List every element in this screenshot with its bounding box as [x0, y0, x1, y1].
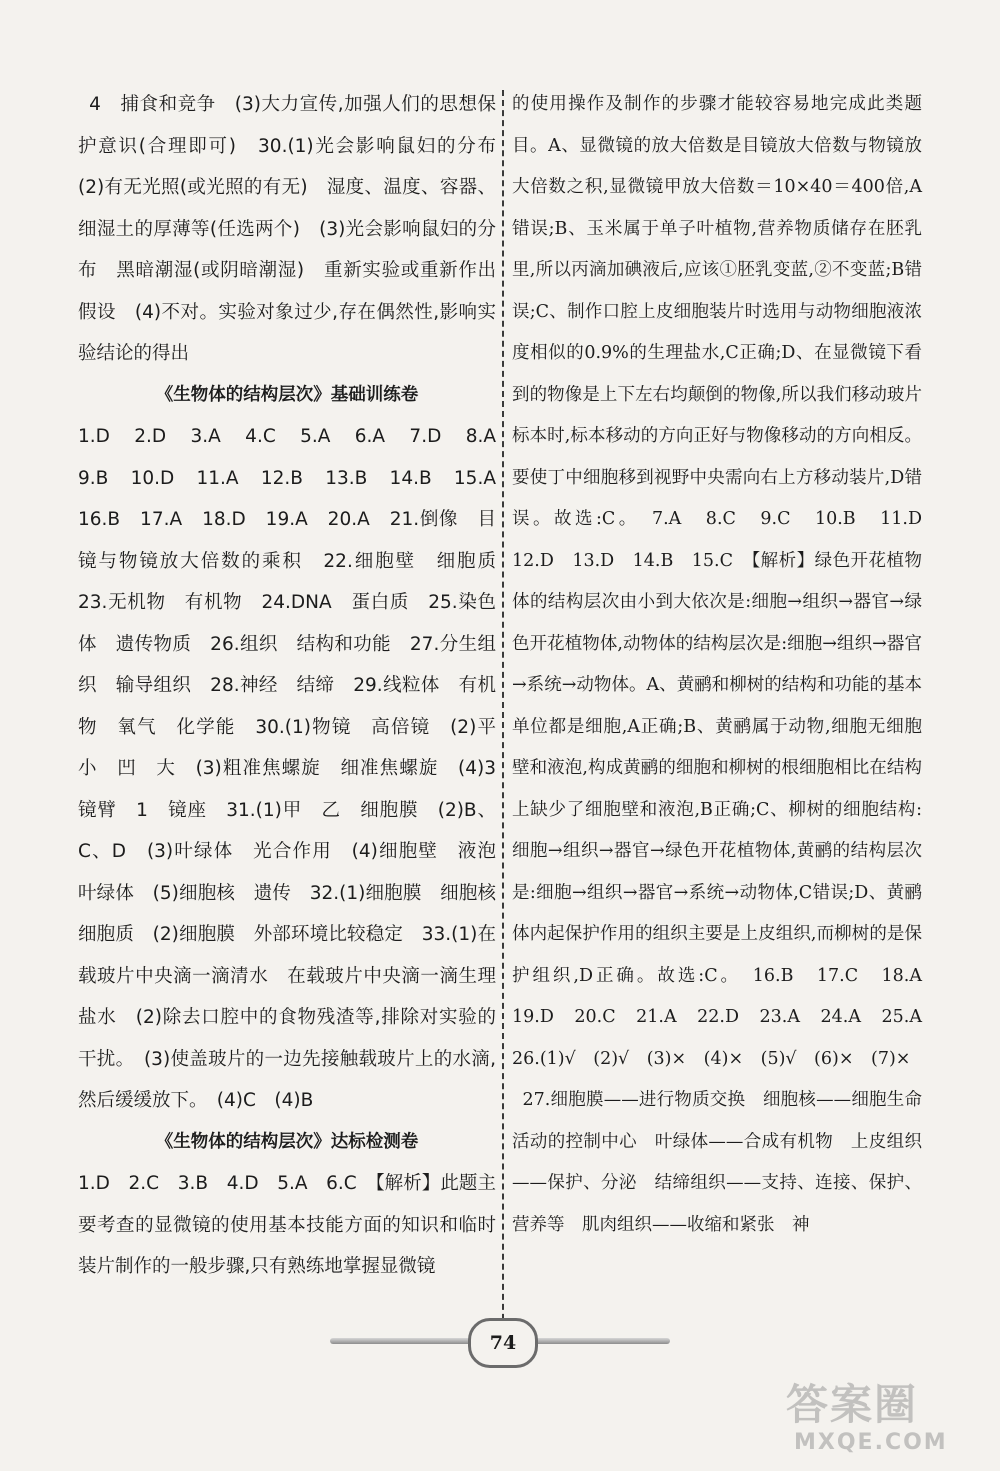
intro-answers: 4 捕食和竞争 (3)大力宣传,加强人们的思想保护意识(合理即可) 30.(1)光会影响鼠妇的分布 (2)有无光照(或光照的有无) 湿度、温度、容器、细湿土的厚薄等(任选两个) (3)光会影响鼠妇的分布 黑暗潮湿(或阴暗潮湿) 重新实验或重新作出假设 (4)不对。实验对象过少,存在偶然性,影响实验结论的得出 — [78, 94, 515, 364]
watermark-url: MXQE.COM — [794, 1430, 948, 1455]
section-title-standard-test: 《生物体的结构层次》达标检测卷 — [155, 1131, 419, 1152]
watermark-logo — [786, 1372, 986, 1462]
watermark-text: 答案圈 — [786, 1380, 919, 1429]
section-standard-test-answers: 1.D 2.C 3.B 4.D 5.A 6.C 【解析】此题主要考查的显微镜的使用基本技能方面的知识和临时装片制作的一般步骤,只有熟练地掌握显微镜 — [78, 1173, 496, 1277]
section-title-basic-training: 《生物体的结构层次》基础训练卷 — [155, 384, 419, 405]
page-number: 74 — [468, 1318, 538, 1368]
left-column — [78, 84, 515, 1288]
right-column — [512, 84, 940, 1246]
section-basic-training-answers: 1.D 2.D 3.A 4.C 5.A 6.A 7.D 8.A 9.B 10.D 11.A 12.B 13.B 14.B 15.A 16.B 17.A 18.D 19.A 20.A 21.倒像 目镜与物镜放大倍数的乘积 22.细胞壁 细胞质 23.无机物 有机物 24.DNA 蛋白质 25.染色体 遗传物质 26.组织 结构和功能 27.分生组织 输导组织 28.神经 结缔 29.线粒体 有机物 氧气 化学能 30.(1)物镜 高倍镜 (2)平 小 凹 大 (3)粗准焦螺旋 细准焦螺旋 (4)3 镜臂 1 镜座 31.(1)甲 乙 细胞膜 (2)B、C、D (3)叶绿体 光合作用 (4)细胞壁 液泡 叶绿体 (5)细胞核 遗传 32.(1)细胞膜 细胞核 细胞质 (2)细胞膜 外部环境比较稳定 33.(1)在载玻片中央滴一滴清水 在载玻片中央滴一滴生理盐水 (2)除去口腔中的食物残渣等,排除对实验的干扰。 (3)使盖玻片的一边先接触载玻片上的水滴,然后缓缓放下。 (4)C (4)B — [78, 426, 515, 1111]
matching-answers: 27.细胞膜——进行物质交换 细胞核——细胞生命活动的控制中心 叶绿体——合成有机物 上皮组织——保护、分泌 结缔组织——支持、连接、保护、营养等 肌肉组织——收缩和紧张 神 — [512, 1090, 922, 1235]
analysis-text: 的使用操作及制作的步骤才能较容易地完成此类题目。A、显微镜的放大倍数是目镜放大倍数与物镜放大倍数之积,显微镜甲放大倍数＝10×40＝400倍,A错误;B、玉米属于单子叶植物,营养物质储存在胚乳里,所以丙滴加碘液后,应该①胚乳变蓝,②不变蓝;B错误;C、制作口腔上皮细胞装片时选用与动物细胞液浓度相似的0.9%的生理盐水,C正确;D、在显微镜下看到的物像是上下左右均颠倒的物像,所以我们移动玻片标本时,标本移动的方向正好与物像移动的方向相反。要使丁中细胞移到视野中央需向右上方移动装片,D错误。故选:C。 7.A 8.C 9.C 10.B 11.D 12.D 13.D 14.B 15.C 【解析】绿色开花植物体的结构层次由小到大依次是:细胞→组织→器官→绿色开花植物体,动物体的结构层次是:细胞→组织→器官→系统→动物体。A、黄鹂和柳树的结构和功能的基本单位都是细胞,A正确;B、黄鹂属于动物,细胞无细胞壁和液泡,构成黄鹂的细胞和柳树的根细胞相比在结构上缺少了细胞壁和液泡,B正确;C、柳树的细胞结构:细胞→组织→器官→绿色开花植物体,黄鹂的结构层次是:细胞→组织→器官→系统→动物体,C错误;D、黄鹂体内起保护作用的组织主要是上皮组织,而柳树的是保护组织,D正确。故选:C。 16.B 17.C 18.A 19.D 20.C 21.A 22.D 23.A 24.A 25.A 26.(1)√ (2)√ (3)× (4)× (5)√ (6)× (7)× — [512, 94, 940, 1069]
column-divider — [502, 90, 504, 1340]
